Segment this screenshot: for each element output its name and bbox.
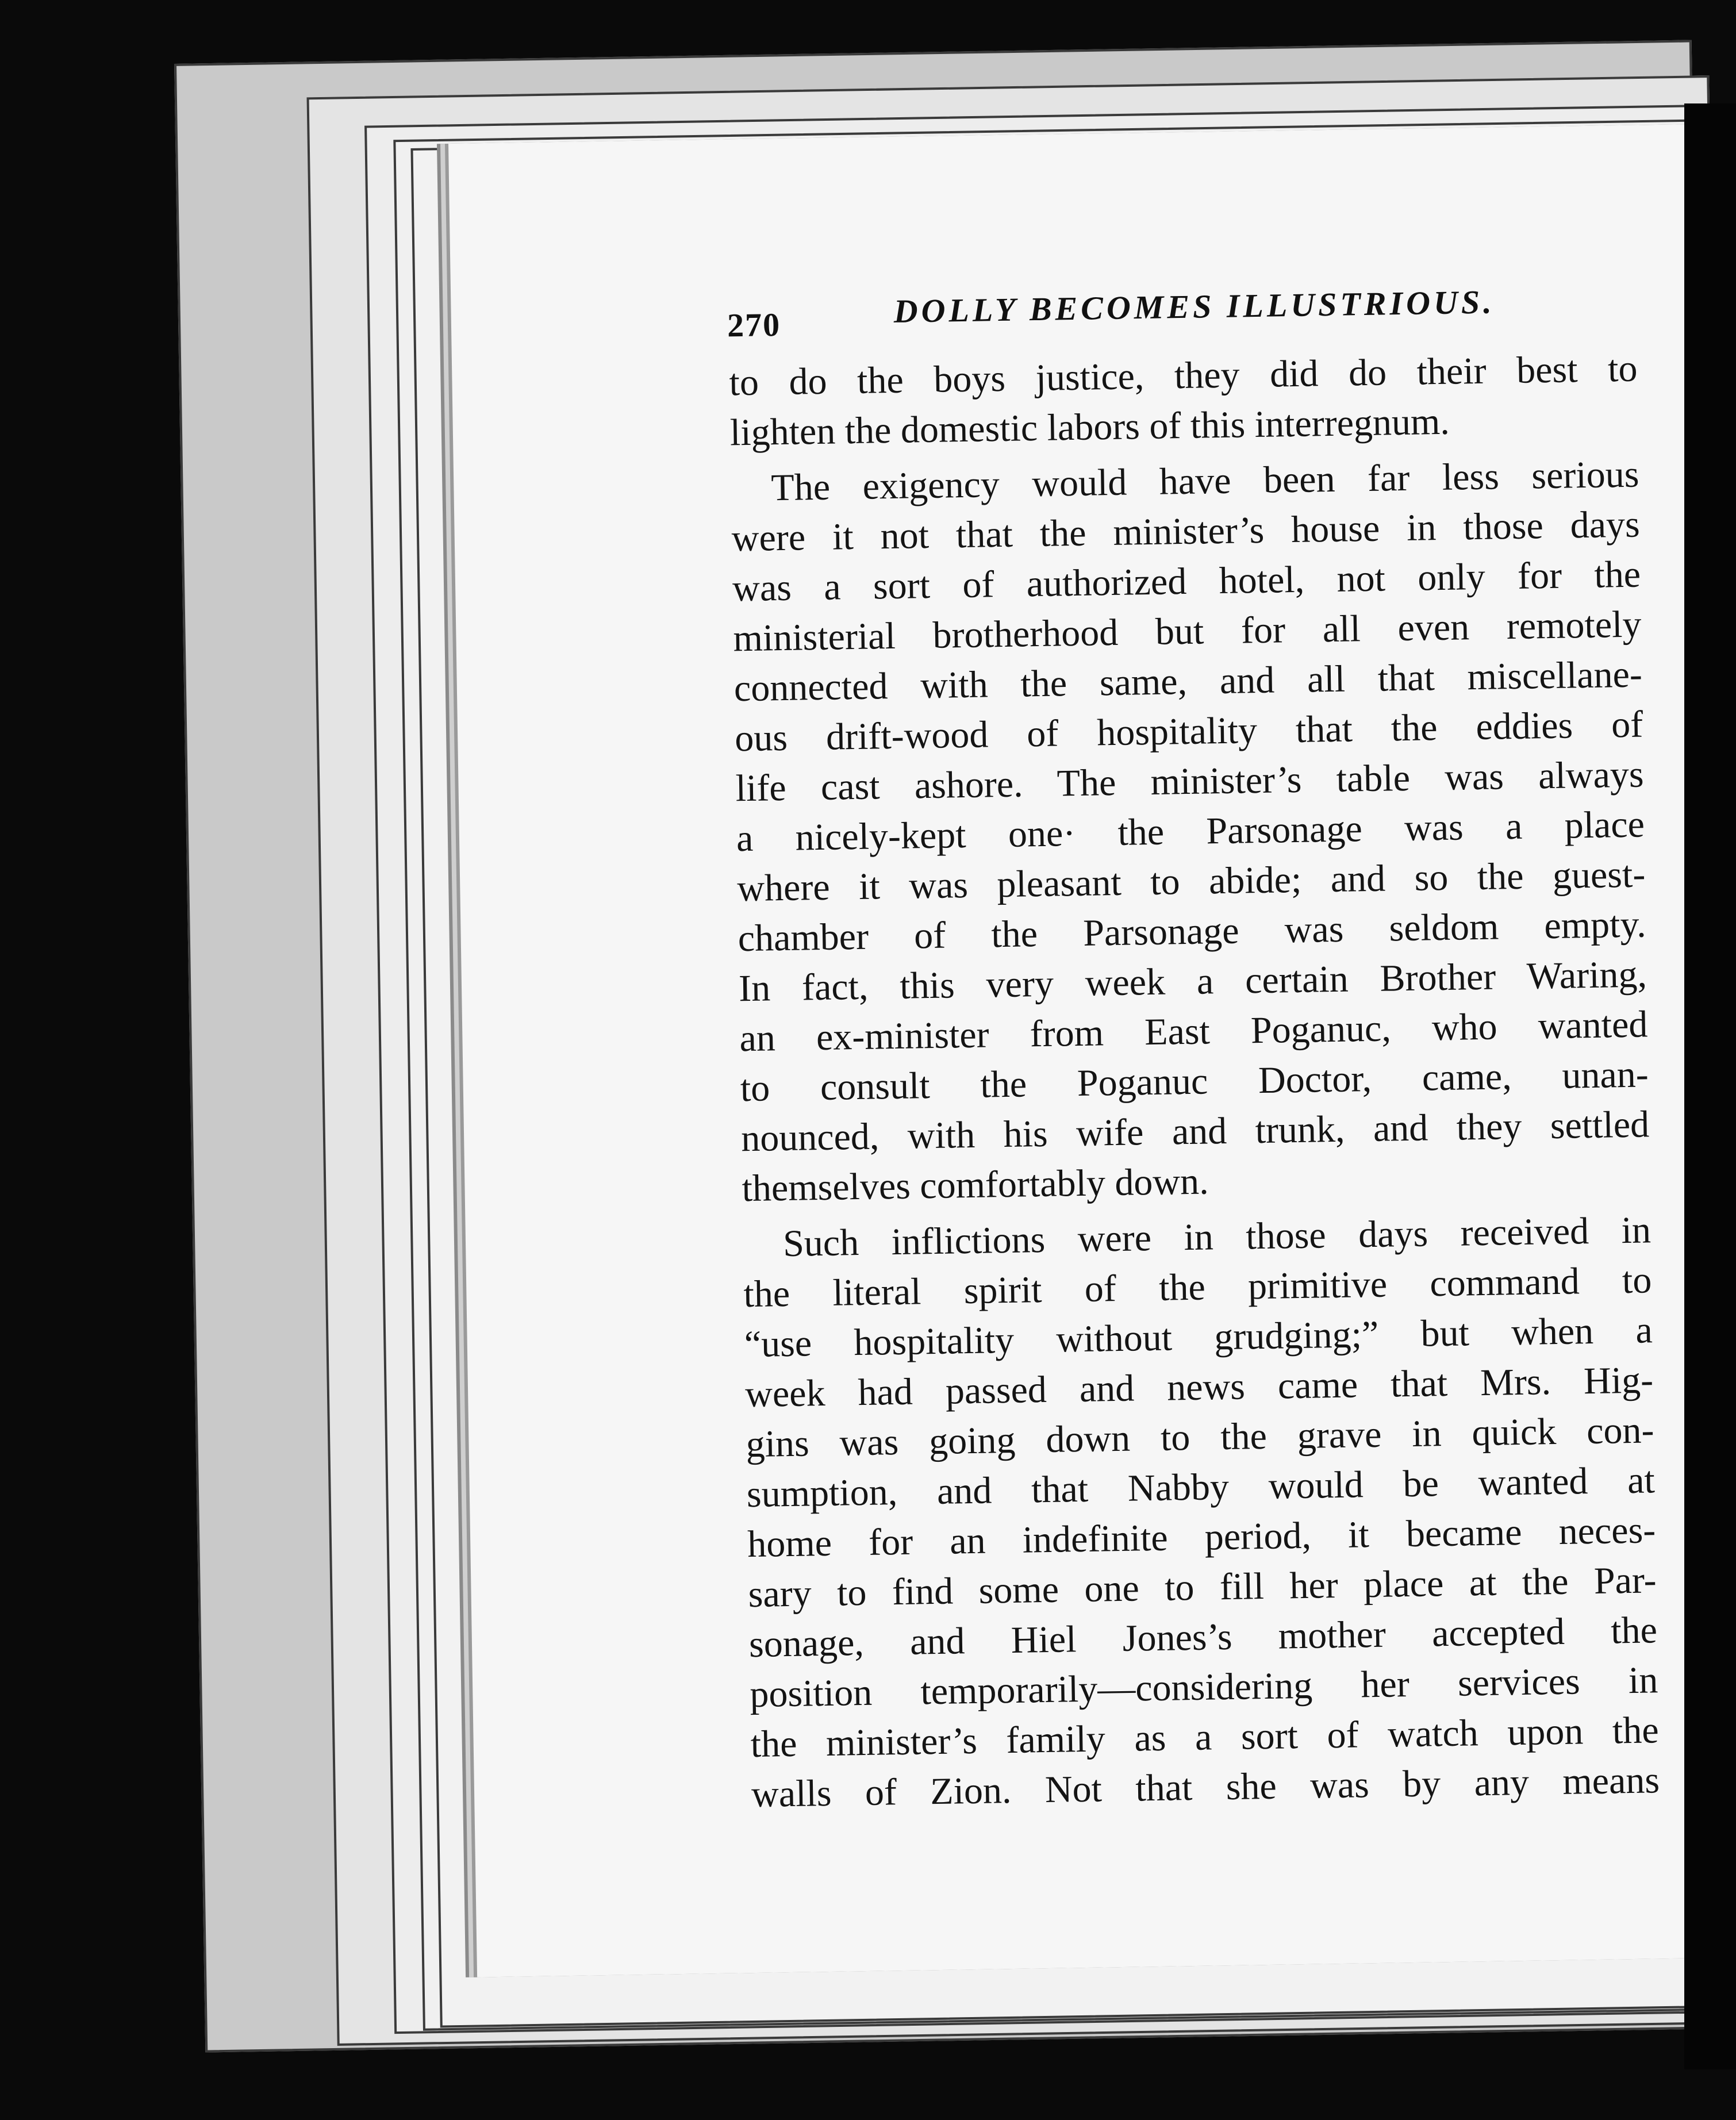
text-line: chamber of the Parsonage was seldom empty. <box>738 903 1647 960</box>
text-line: ous drift-wood of hospitality that the eddies of <box>734 703 1643 760</box>
paragraph <box>729 344 1639 458</box>
text-line: week had passed and news came that Mrs. Hig- <box>744 1359 1654 1416</box>
text-line: position temporarily—considering her services in <box>749 1659 1658 1716</box>
text-line: sary to find some one to fill her place at the Par- <box>748 1559 1657 1616</box>
book-page <box>448 124 1719 1977</box>
text-line: were it not that the minister’s house in those days <box>731 503 1641 560</box>
text-line: Such inflictions were in those days received in <box>782 1209 1651 1265</box>
text-line: lighten the domestic labors of this interregnum. <box>729 400 1450 454</box>
text-line: to consult the Poganuc Doctor, came, unan- <box>740 1053 1649 1110</box>
text-line: ministerial brotherhood but for all even remotely <box>733 603 1642 660</box>
paragraph <box>742 1205 1660 1819</box>
text-line: was a sort of authorized hotel, not only for the <box>732 553 1641 610</box>
text-line: the minister’s family as a sort of watch upon the <box>750 1709 1660 1766</box>
text-line: themselves comfortably down. <box>742 1160 1209 1210</box>
page-header <box>727 278 1496 358</box>
text-line: to do the boys justice, they did do their best to <box>729 347 1638 404</box>
text-line: where it was pleasant to abide; and so the guest- <box>736 853 1646 910</box>
text-line: gins was going down to the grave in quick con- <box>746 1409 1654 1466</box>
text-line: an ex-minister from East Poganuc, who wanted <box>739 1003 1648 1060</box>
page-number: 270 <box>727 305 781 344</box>
text-line: nounced, with his wife and trunk, and they settled <box>740 1103 1650 1160</box>
paragraph <box>731 450 1650 1214</box>
text-line: In fact, this very week a certain Brother Waring, <box>738 953 1647 1010</box>
text-line: connected with the same, and all that miscellane- <box>733 653 1643 710</box>
running-head: DOLLY BECOMES ILLUSTRIOUS. <box>893 283 1496 330</box>
body-text <box>729 344 1660 1820</box>
dark-margin <box>1684 103 1736 2069</box>
text-line: The exigency would have been far less serious <box>770 453 1639 509</box>
text-line: life cast ashore. The minister’s table was always <box>735 753 1645 810</box>
text-line: the literal spirit of the primitive command to <box>743 1259 1652 1316</box>
text-line: a nicely-kept one· the Parsonage was a place <box>736 803 1645 860</box>
text-line: sonage, and Hiel Jones’s mother accepted the <box>748 1609 1658 1666</box>
text-line: “use hospitality without grudging;” but when a <box>744 1309 1653 1366</box>
text-line: walls of Zion. Not that she was by any means <box>751 1759 1660 1816</box>
text-line: home for an indefinite period, it became neces- <box>747 1509 1656 1566</box>
text-line: sumption, and that Nabby would be wanted at <box>746 1459 1656 1516</box>
